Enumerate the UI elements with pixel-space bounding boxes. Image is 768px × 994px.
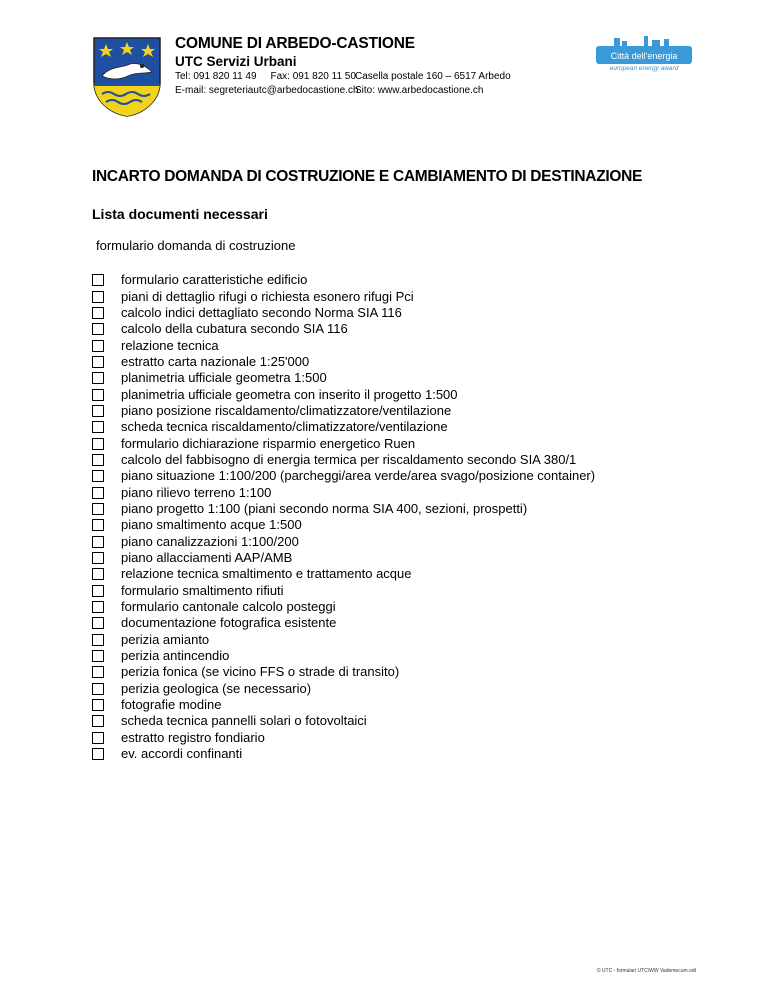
checklist-item-label: estratto carta nazionale 1:25'000 bbox=[121, 353, 310, 369]
checklist-item-label: estratto registro fondiario bbox=[121, 729, 265, 745]
checklist-item-label: relazione tecnica bbox=[121, 337, 219, 353]
checklist-item bbox=[92, 435, 595, 451]
checklist-item bbox=[92, 272, 595, 288]
checkbox[interactable] bbox=[92, 470, 104, 482]
checklist-item-label: piani di dettaglio rifugi o richiesta esonero rifugi Pci bbox=[121, 288, 414, 304]
contact-phone-fax bbox=[175, 70, 355, 84]
checkbox[interactable] bbox=[92, 438, 104, 450]
checklist-item-label: documentazione fotografica esistente bbox=[121, 615, 337, 631]
checklist-item bbox=[92, 681, 595, 697]
checkbox[interactable] bbox=[92, 356, 104, 368]
checklist-item-label: scheda tecnica pannelli solari o fotovoltaici bbox=[121, 713, 367, 729]
checkbox[interactable] bbox=[92, 405, 104, 417]
checkbox[interactable] bbox=[92, 601, 104, 613]
checklist-item-label: fotografie modine bbox=[121, 697, 222, 713]
checkbox[interactable] bbox=[92, 372, 104, 384]
checkbox[interactable] bbox=[92, 503, 104, 515]
checklist-item-label: piano rilievo terreno 1:100 bbox=[121, 484, 272, 500]
checklist-item bbox=[92, 632, 595, 648]
department-name: UTC Servizi Urbani bbox=[175, 54, 297, 69]
email-text: E-mail: segreteriautc@arbedocastione.ch bbox=[175, 85, 359, 96]
checklist-item bbox=[92, 501, 595, 517]
checklist-item-label: planimetria ufficiale geometra 1:500 bbox=[121, 370, 327, 386]
checklist-item bbox=[92, 664, 595, 680]
checklist-item-label: piano allacciamenti AAP/AMB bbox=[121, 550, 293, 566]
checkbox[interactable] bbox=[92, 454, 104, 466]
checklist-item-label: piano situazione 1:100/200 (parcheggi/area verde/area svago/posizione container) bbox=[121, 468, 596, 484]
footer-note: © UTC - formulari UTC\WW Vademecum.odt bbox=[596, 968, 696, 974]
checklist-item-label: planimetria ufficiale geometra con inserito il progetto 1:500 bbox=[121, 386, 458, 402]
checklist-item-label: formulario smaltimento rifiuti bbox=[121, 582, 284, 598]
comune-name: COMUNE DI ARBEDO-CASTIONE bbox=[175, 35, 415, 52]
checklist-item bbox=[92, 583, 595, 599]
checklist-item bbox=[92, 599, 595, 615]
checklist-item bbox=[92, 403, 595, 419]
checklist-item bbox=[92, 550, 595, 566]
checklist-item-label: piano posizione riscaldamento/climatizzatore/ventilazione bbox=[121, 402, 452, 418]
checklist-item bbox=[92, 452, 595, 468]
checklist-item bbox=[92, 615, 595, 631]
checklist-item bbox=[92, 337, 595, 353]
checklist-item bbox=[92, 419, 595, 435]
checklist-item bbox=[92, 730, 595, 746]
checklist-item bbox=[92, 305, 595, 321]
checklist-item bbox=[92, 468, 595, 484]
checkbox[interactable] bbox=[92, 291, 104, 303]
checklist-item bbox=[92, 746, 595, 762]
checklist-item-label: perizia antincendio bbox=[121, 648, 230, 664]
checkbox[interactable] bbox=[92, 699, 104, 711]
checkbox[interactable] bbox=[92, 389, 104, 401]
checklist-item bbox=[92, 566, 595, 582]
checklist-item bbox=[92, 697, 595, 713]
checkbox[interactable] bbox=[92, 487, 104, 499]
checkbox[interactable] bbox=[92, 666, 104, 678]
checklist-item bbox=[92, 370, 595, 386]
checkbox[interactable] bbox=[92, 585, 104, 597]
checklist-item-label: calcolo del fabbisogno di energia termica per riscaldamento secondo SIA 380/1 bbox=[121, 451, 577, 467]
checklist-item bbox=[92, 354, 595, 370]
checklist-item-label: calcolo della cubatura secondo SIA 116 bbox=[121, 321, 348, 337]
checklist-item bbox=[92, 517, 595, 533]
checklist-item-label: calcolo indici dettagliato secondo Norma SIA 116 bbox=[121, 304, 402, 320]
checklist-item-label: piano progetto 1:100 (piani secondo norma SIA 400, sezioni, prospetti) bbox=[121, 500, 528, 516]
checkbox[interactable] bbox=[92, 552, 104, 564]
comune-crest-logo bbox=[92, 36, 162, 118]
checklist-item bbox=[92, 288, 595, 304]
document-checklist bbox=[92, 272, 595, 762]
checkbox[interactable] bbox=[92, 340, 104, 352]
phone-text: Tel: 091 820 11 49 bbox=[175, 71, 257, 82]
energy-logo-text: Città dell'energia bbox=[610, 51, 678, 61]
checkbox[interactable] bbox=[92, 683, 104, 695]
checkbox[interactable] bbox=[92, 650, 104, 662]
checkbox[interactable] bbox=[92, 732, 104, 744]
checklist-item bbox=[92, 321, 595, 337]
checkbox[interactable] bbox=[92, 323, 104, 335]
checklist-item bbox=[92, 484, 595, 500]
checklist-item-label: formulario dichiarazione risparmio energetico Ruen bbox=[121, 435, 416, 451]
checklist-item-label: perizia fonica (se vicino FFS o strade di transito) bbox=[121, 664, 400, 680]
checklist-item bbox=[92, 534, 595, 550]
checkbox[interactable] bbox=[92, 568, 104, 580]
po-box-text: Casella postale 160 – 6517 Arbedo bbox=[355, 71, 511, 82]
fax-text: Fax: 091 820 11 50 bbox=[270, 71, 356, 82]
letterhead bbox=[175, 34, 511, 98]
website-text: Sito: www.arbedocastione.ch bbox=[355, 85, 484, 96]
checklist-item bbox=[92, 386, 595, 402]
checkbox[interactable] bbox=[92, 617, 104, 629]
intro-text: formulario domanda di costruzione bbox=[96, 238, 296, 253]
checklist-item bbox=[92, 713, 595, 729]
checklist-item-label: piano canalizzazioni 1:100/200 bbox=[121, 533, 299, 549]
checkbox[interactable] bbox=[92, 421, 104, 433]
document-subtitle: Lista documenti necessari bbox=[92, 206, 268, 222]
checkbox[interactable] bbox=[92, 748, 104, 760]
checklist-item-label: ev. accordi confinanti bbox=[121, 746, 243, 762]
checkbox[interactable] bbox=[92, 274, 104, 286]
checklist-item-label: scheda tecnica riscaldamento/climatizzatore/ventilazione bbox=[121, 419, 448, 435]
document-title: INCARTO DOMANDA DI COSTRUZIONE E CAMBIAMENTO DI DESTINAZIONE bbox=[92, 168, 643, 185]
checklist-item-label: perizia geologica (se necessario) bbox=[121, 680, 312, 696]
checklist-item bbox=[92, 648, 595, 664]
energy-logo-subtitle: european energy award bbox=[609, 65, 679, 72]
checkbox[interactable] bbox=[92, 307, 104, 319]
checklist-item-label: perizia amianto bbox=[121, 631, 210, 647]
checkbox[interactable] bbox=[92, 715, 104, 727]
checklist-item-label: formulario cantonale calcolo posteggi bbox=[121, 599, 336, 615]
checklist-item-label: piano smaltimento acque 1:500 bbox=[121, 517, 302, 533]
checklist-item-label: relazione tecnica smaltimento e trattamento acque bbox=[121, 566, 412, 582]
checkbox[interactable] bbox=[92, 519, 104, 531]
checklist-item-label: formulario caratteristiche edificio bbox=[121, 272, 308, 288]
checkbox[interactable] bbox=[92, 634, 104, 646]
checkbox[interactable] bbox=[92, 536, 104, 548]
